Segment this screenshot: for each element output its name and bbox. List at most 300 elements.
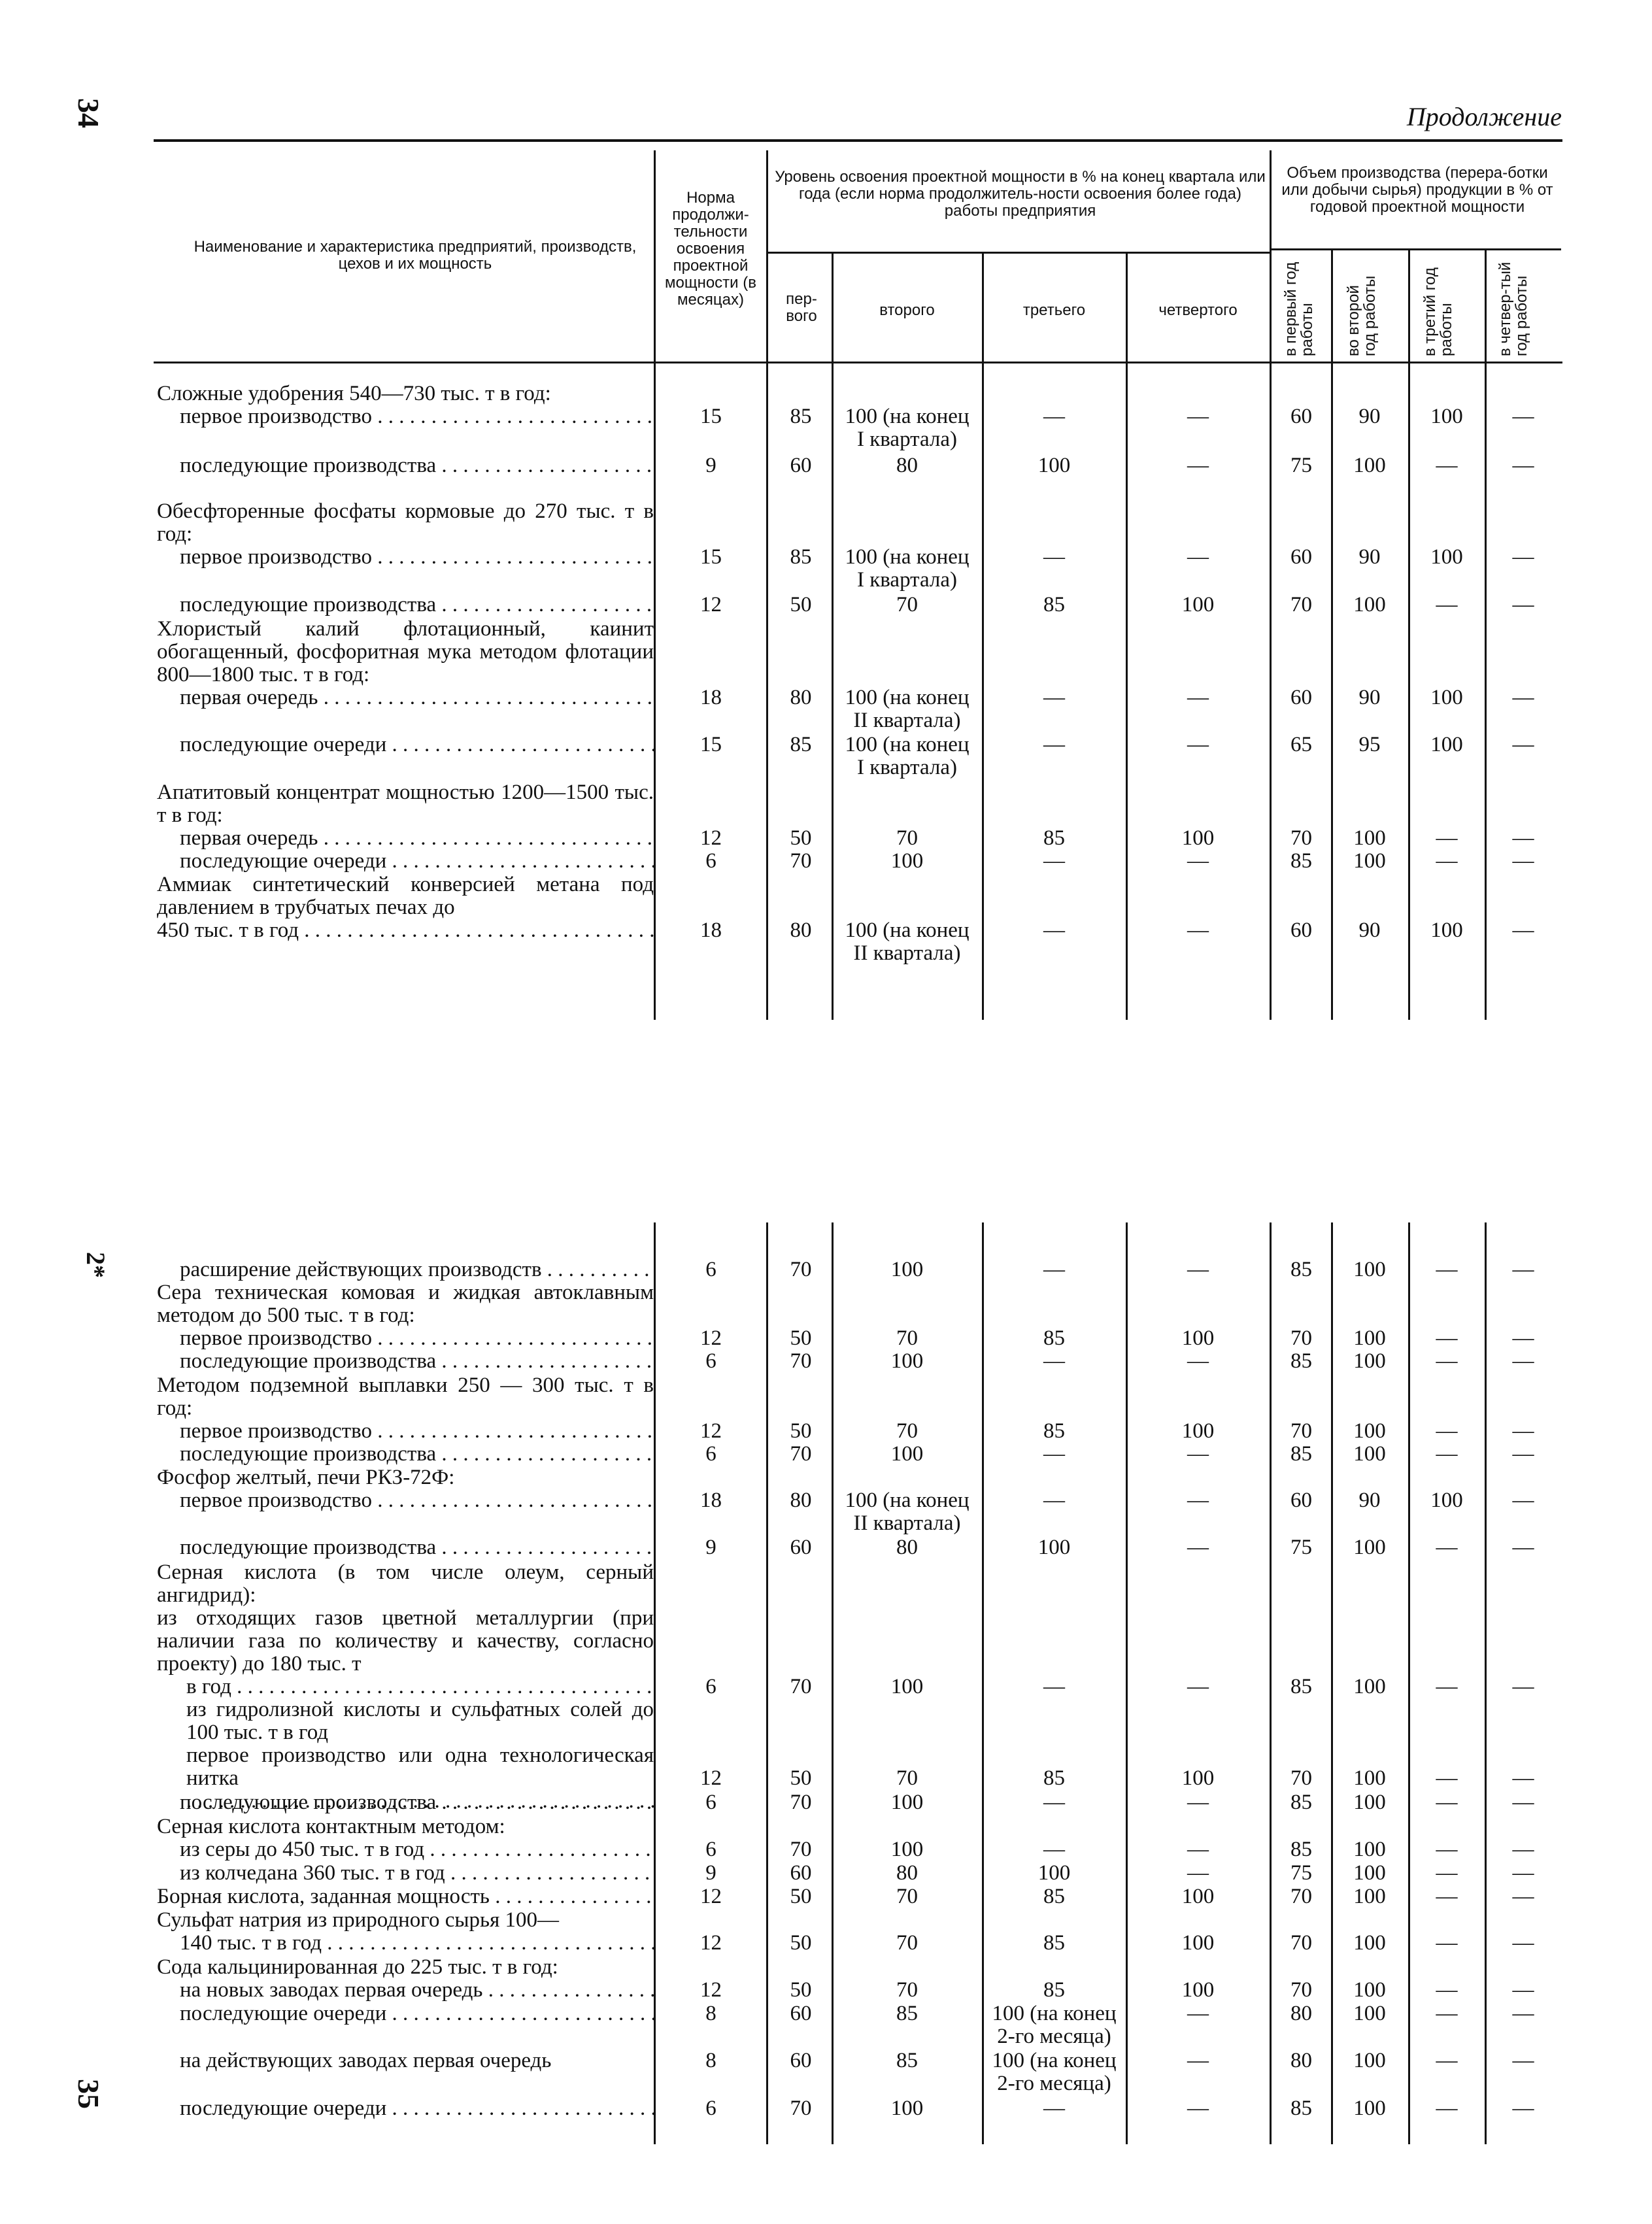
cell-norm: 15 [700, 405, 722, 428]
header-rule-volume [1270, 248, 1561, 250]
cell-q3: — [1043, 2097, 1065, 2120]
cell-norm: 6 [705, 849, 716, 873]
cell-q4: — [1187, 545, 1209, 569]
row-title: Сложные удобрения 540—730 тыс. т в год: [157, 382, 551, 405]
cell-norm: 6 [705, 1791, 716, 1814]
cell-q2: 80 [896, 1861, 918, 1885]
cell-q3: — [1043, 733, 1065, 756]
header-q2: второго [879, 301, 935, 319]
cell-q1: 60 [790, 1536, 812, 1559]
row-name: 140 тыс. т в год . . . [157, 1932, 654, 1955]
cell-q4: 100 [1181, 1326, 1215, 1350]
row-name: последующие производства . . . [180, 594, 654, 616]
cell-q4: — [1187, 1791, 1209, 1814]
cell-norm: 12 [700, 1978, 722, 2002]
cell-norm: 18 [700, 686, 722, 709]
cell-y2: 100 [1353, 2097, 1386, 2120]
row-title: Аммиак синтетический конверсией метана под давлением в трубчатых печах до [157, 873, 654, 919]
cell-q3: 85 [1043, 1419, 1065, 1443]
cell-q1: 70 [790, 1349, 812, 1373]
row-name: первое производство . . . [157, 546, 654, 569]
cell-y4: — [1512, 733, 1534, 756]
header-level-group: Уровень освоения проектной мощности в % на конец квартала или года (если норма продолжитель-ности освоения более года) работы предприятия [775, 168, 1266, 220]
cell-y2: 90 [1358, 405, 1381, 428]
cell-y3: — [1436, 2049, 1458, 2072]
cell-norm: 12 [700, 1419, 722, 1443]
row-name: последующие производства . . . [180, 454, 654, 477]
cell-q1: 50 [790, 1326, 812, 1350]
row-name: на действующих заводах первая очередь [180, 2049, 552, 2072]
cell-q4: — [1187, 1258, 1209, 1281]
cell-q3: — [1043, 1258, 1065, 1281]
cell-q4: — [1187, 454, 1209, 477]
cell-norm: 6 [705, 1838, 716, 1861]
cell-y3: — [1436, 2002, 1458, 2025]
row-name: первое производство . . . [157, 405, 654, 428]
cell-q4: — [1187, 918, 1209, 942]
cell-q1: 60 [790, 2002, 812, 2025]
cell-y3: 100 [1430, 918, 1463, 942]
cell-q4: — [1187, 686, 1209, 709]
cell-q4: — [1187, 405, 1209, 428]
cell-q2: 100 (на конец I квартала) [845, 733, 969, 779]
cell-y2: 100 [1353, 1861, 1386, 1885]
cell-q1: 50 [790, 1885, 812, 1908]
cell-y1: 60 [1290, 405, 1312, 428]
cell-q3: — [1043, 849, 1065, 873]
cell-y2: 100 [1353, 1536, 1386, 1559]
row-name: последующие производства . . . [180, 1443, 654, 1466]
cell-q4: 100 [1181, 1885, 1215, 1908]
cell-q2: 70 [896, 1766, 918, 1790]
cell-norm: 6 [705, 1258, 716, 1281]
cell-norm: 12 [700, 1326, 722, 1350]
cell-y3: — [1436, 1326, 1458, 1350]
cell-y1: 75 [1290, 1536, 1312, 1559]
header-y3: в третий год работы [1421, 267, 1455, 356]
cell-q1: 50 [790, 593, 812, 616]
row-name: первое производство . . . [157, 1327, 654, 1350]
grid-line [1408, 248, 1410, 1020]
cell-y3: — [1436, 1766, 1458, 1790]
cell-y2: 100 [1353, 1791, 1386, 1814]
row-name: первая очередь . . . [157, 686, 654, 709]
cell-y1: 75 [1290, 454, 1312, 477]
cell-norm: 12 [700, 1931, 722, 1955]
cell-y4: — [1512, 849, 1534, 873]
row-title: Сода кальцинированная до 225 тыс. т в год: [157, 1955, 558, 1979]
cell-y1: 85 [1290, 1258, 1312, 1281]
cell-q1: 70 [790, 1838, 812, 1861]
cell-y4: — [1512, 1791, 1534, 1814]
cell-q4: — [1187, 1536, 1209, 1559]
cell-y2: 100 [1353, 826, 1386, 850]
cell-y2: 100 [1353, 1675, 1386, 1698]
row-name: из серы до 450 тыс. т в год . . . [157, 1838, 654, 1861]
cell-y2: 90 [1358, 686, 1381, 709]
cell-q4: — [1187, 2002, 1209, 2025]
cell-q2: 100 [890, 849, 924, 873]
cell-y3: — [1436, 1442, 1458, 1466]
grid-line [766, 150, 768, 1020]
cell-y4: — [1512, 1258, 1534, 1281]
cell-q4: 100 [1181, 826, 1215, 850]
cell-y4: — [1512, 1885, 1534, 1908]
cell-y2: 100 [1353, 1838, 1386, 1861]
cell-q1: 70 [790, 1675, 812, 1698]
cell-q2: 85 [896, 2049, 918, 2072]
cell-y2: 100 [1353, 1326, 1386, 1350]
cell-q3: — [1043, 918, 1065, 942]
cell-y2: 100 [1353, 1885, 1386, 1908]
cell-q2: 70 [896, 1885, 918, 1908]
cell-q2: 80 [896, 1536, 918, 1559]
grid-line [654, 1222, 656, 2144]
cell-y2: 100 [1353, 1419, 1386, 1443]
cell-q3: 85 [1043, 1931, 1065, 1955]
cell-norm: 6 [705, 1675, 716, 1698]
cell-y1: 70 [1290, 1326, 1312, 1350]
cell-norm: 12 [700, 1766, 722, 1790]
header-y1: в первый год работы [1282, 261, 1316, 356]
cell-y1: 70 [1290, 826, 1312, 850]
cell-y1: 70 [1290, 1885, 1312, 1908]
cell-y1: 60 [1290, 545, 1312, 569]
cell-y1: 85 [1290, 1675, 1312, 1698]
cell-y4: — [1512, 545, 1534, 569]
cell-y2: 100 [1353, 849, 1386, 873]
row-name: на новых заводах первая очередь . . . [157, 1979, 654, 2002]
grid-line [1408, 1222, 1410, 2144]
cell-norm: 6 [705, 1349, 716, 1373]
cell-y3: — [1436, 1791, 1458, 1814]
cell-q4: — [1187, 1838, 1209, 1861]
cell-y2: 90 [1358, 918, 1381, 942]
cell-y3: — [1436, 1931, 1458, 1955]
cell-q2: 100 [890, 1675, 924, 1698]
header-y4: в четвер-тый год работы [1496, 261, 1530, 356]
cell-y3: — [1436, 1885, 1458, 1908]
cell-y3: 100 [1430, 405, 1463, 428]
row-name: последующие очереди . . . [180, 2097, 654, 2120]
cell-y1: 60 [1290, 1489, 1312, 1512]
grid-line [1485, 1222, 1487, 2144]
cell-norm: 9 [705, 1536, 716, 1559]
row-name: Борная кислота, заданная мощность . . . [157, 1885, 654, 1908]
cell-y1: 80 [1290, 2049, 1312, 2072]
cell-q4: — [1187, 1861, 1209, 1885]
cell-q4: — [1187, 1489, 1209, 1512]
cell-y4: — [1512, 2002, 1534, 2025]
header-norm-col: Норма продолжи-тельности освоения проектной мощности (в месяцах) [664, 189, 756, 309]
row-name: расширение действующих производств . . . [180, 1258, 654, 1281]
cell-norm: 18 [700, 1489, 722, 1512]
cell-y2: 100 [1353, 1442, 1386, 1466]
cell-y1: 70 [1290, 1419, 1312, 1443]
cell-y2: 100 [1353, 1766, 1386, 1790]
cell-norm: 12 [700, 593, 722, 616]
cell-y3: — [1436, 1419, 1458, 1443]
cell-y3: 100 [1430, 686, 1463, 709]
cell-q2: 70 [896, 1326, 918, 1350]
cell-y3: — [1436, 1861, 1458, 1885]
row-name: последующие очереди . . . [180, 2002, 654, 2025]
cell-q2: 100 [890, 2097, 924, 2120]
cell-q3: — [1043, 545, 1065, 569]
cell-y3: 100 [1430, 1489, 1463, 1512]
continuation-label: Продолжение [1406, 102, 1562, 131]
cell-y2: 100 [1353, 2002, 1386, 2025]
row-title: Сульфат натрия из природного сырья 100— [157, 1908, 559, 1932]
cell-q2: 70 [896, 826, 918, 850]
cell-y1: 60 [1290, 686, 1312, 709]
row-name: из колчедана 360 тыс. т в год . . . [180, 1862, 654, 1885]
cell-q3: 85 [1043, 1978, 1065, 2002]
cell-y4: — [1512, 686, 1534, 709]
cell-q3: 100 [1037, 1861, 1071, 1885]
cell-y1: 65 [1290, 733, 1312, 756]
cell-norm: 18 [700, 918, 722, 942]
grid-line [832, 252, 834, 1020]
cell-q4: — [1187, 1675, 1209, 1698]
header-name-col: Наименование и характеристика предприятий, производств, цехов и их мощность [194, 238, 637, 273]
cell-q1: 70 [790, 849, 812, 873]
row-name: последующие очереди . . . [180, 850, 654, 873]
cell-y4: — [1512, 454, 1534, 477]
cell-q2: 100 [890, 1791, 924, 1814]
cell-q1: 60 [790, 2049, 812, 2072]
grid-line [1331, 248, 1333, 1020]
cell-y3: — [1436, 2097, 1458, 2120]
cell-q1: 85 [790, 733, 812, 756]
grid-line [1270, 1222, 1272, 2144]
cell-y2: 95 [1358, 733, 1381, 756]
cell-q1: 80 [790, 1489, 812, 1512]
row-title: Серная кислота (в том числе олеум, серный ангидрид): из отходящих газов цветной металлургии (при наличии газа по количеству и качеству, согласно проекту) до 180 тыс. т [157, 1560, 654, 1676]
row-title: Апатитовый концентрат мощностью 1200—1500 тыс. т в год: [157, 781, 654, 827]
grid-line [1485, 248, 1487, 1020]
header-y2: во второй год работы [1345, 275, 1379, 356]
cell-y4: — [1512, 1766, 1534, 1790]
grid-line [1270, 150, 1272, 1020]
row-name: первое производство . . . [157, 1420, 654, 1443]
cell-y4: — [1512, 1838, 1534, 1861]
cell-q3: 85 [1043, 1885, 1065, 1908]
cell-norm: 6 [705, 2097, 716, 2120]
cell-q3: 100 [1037, 1536, 1071, 1559]
cell-q1: 85 [790, 545, 812, 569]
cell-q4: 100 [1181, 593, 1215, 616]
cell-y3: — [1436, 1838, 1458, 1861]
header-bottom-rule [154, 362, 1562, 363]
cell-y4: — [1512, 1489, 1534, 1512]
cell-q3: — [1043, 1838, 1065, 1861]
cell-q3: 100 [1037, 454, 1071, 477]
row-title: Обесфторенные фосфаты кормовые до 270 тыс. т в год: [157, 499, 654, 546]
grid-line [766, 1222, 768, 2144]
cell-y3: — [1436, 1258, 1458, 1281]
row-name: последующие очереди . . . [180, 733, 654, 756]
cell-norm: 12 [700, 1885, 722, 1908]
cell-y4: — [1512, 1675, 1534, 1698]
row-title: Фосфор желтый, печи РКЗ-72Ф: [157, 1466, 455, 1489]
cell-y2: 100 [1353, 1978, 1386, 2002]
cell-y1: 70 [1290, 1766, 1312, 1790]
header-q4: четвертого [1158, 301, 1238, 319]
row-name: первая очередь . . . [157, 827, 654, 850]
cell-q4: — [1187, 1349, 1209, 1373]
cell-q2: 80 [896, 454, 918, 477]
cell-y1: 70 [1290, 1931, 1312, 1955]
cell-q1: 70 [790, 1442, 812, 1466]
cell-q3: — [1043, 405, 1065, 428]
row-name: первое производство . . . [157, 1489, 654, 1512]
cell-y1: 70 [1290, 1978, 1312, 2002]
cell-norm: 12 [700, 826, 722, 850]
header-rule-level [766, 252, 1270, 254]
page-number-bottom: 35 [72, 2079, 105, 2109]
cell-y3: — [1436, 1978, 1458, 2002]
cell-q2: 70 [896, 1931, 918, 1955]
cell-q1: 50 [790, 1766, 812, 1790]
row-title: Серная кислота контактным методом: [157, 1815, 505, 1838]
cell-q1: 85 [790, 405, 812, 428]
row-title: Методом подземной выплавки 250 — 300 тыс. т в год: [157, 1373, 654, 1420]
cell-q1: 70 [790, 1791, 812, 1814]
cell-y2: 100 [1353, 593, 1386, 616]
cell-q2: 100 [890, 1442, 924, 1466]
cell-q3: 100 (на конец 2-го месяца) [992, 2002, 1117, 2048]
cell-y2: 90 [1358, 545, 1381, 569]
cell-q2: 85 [896, 2002, 918, 2025]
cell-q4: — [1187, 2097, 1209, 2120]
cell-q3: — [1043, 1489, 1065, 1512]
cell-y4: — [1512, 1349, 1534, 1373]
cell-y3: — [1436, 1349, 1458, 1373]
row-name: последующие производства . . . [180, 1350, 654, 1373]
cell-norm: 8 [705, 2049, 716, 2072]
cell-q3: — [1043, 686, 1065, 709]
cell-q3: 85 [1043, 826, 1065, 850]
cell-q4: 100 [1181, 1931, 1215, 1955]
cell-y3: — [1436, 1536, 1458, 1559]
row-name: последующие производства . . . [180, 1536, 654, 1559]
cell-q4: — [1187, 849, 1209, 873]
cell-y2: 100 [1353, 454, 1386, 477]
cell-q1: 60 [790, 454, 812, 477]
cell-q2: 70 [896, 1419, 918, 1443]
cell-y4: — [1512, 1419, 1534, 1443]
cell-q4: 100 [1181, 1766, 1215, 1790]
cell-y3: — [1436, 849, 1458, 873]
cell-y4: — [1512, 405, 1534, 428]
cell-q2: 100 (на конец I квартала) [845, 545, 969, 592]
cell-y1: 60 [1290, 918, 1312, 942]
cell-y4: — [1512, 1931, 1534, 1955]
cell-norm: 9 [705, 1861, 716, 1885]
grid-line [1126, 252, 1128, 1020]
cell-q1: 50 [790, 1978, 812, 2002]
cell-q1: 80 [790, 918, 812, 942]
cell-q1: 70 [790, 1258, 812, 1281]
cell-norm: 6 [705, 1442, 716, 1466]
row-name: в год . . . [157, 1676, 654, 1698]
cell-y1: 85 [1290, 2097, 1312, 2120]
cell-q4: — [1187, 1442, 1209, 1466]
cell-q1: 60 [790, 1861, 812, 1885]
cell-q2: 70 [896, 593, 918, 616]
cell-y1: 80 [1290, 2002, 1312, 2025]
cell-q2: 100 [890, 1838, 924, 1861]
grid-line [1331, 1222, 1333, 2144]
cell-y3: — [1436, 454, 1458, 477]
row-title: из гидролизной кислоты и сульфатных солей до 100 тыс. т в год первое производство или одна технологическая нитка [186, 1698, 654, 1790]
cell-q2: 100 (на конец I квартала) [845, 405, 969, 451]
row-title: Сера техническая комовая и жидкая автоклавным методом до 500 тыс. т в год: [157, 1281, 654, 1327]
cell-q1: 70 [790, 2097, 812, 2120]
header-q3: третьего [1022, 301, 1086, 319]
cell-y3: 100 [1430, 733, 1463, 756]
cell-q1: 50 [790, 1931, 812, 1955]
cell-q3: 85 [1043, 593, 1065, 616]
cell-y4: — [1512, 918, 1534, 942]
cell-q2: 100 (на конец II квартала) [845, 918, 969, 965]
grid-line [654, 150, 656, 1020]
cell-q3: — [1043, 1349, 1065, 1373]
grid-line [982, 252, 984, 1020]
cell-q2: 100 [890, 1349, 924, 1373]
cell-q3: — [1043, 1442, 1065, 1466]
cell-q3: 85 [1043, 1326, 1065, 1350]
cell-q1: 50 [790, 826, 812, 850]
cell-y3: — [1436, 593, 1458, 616]
cell-y1: 85 [1290, 849, 1312, 873]
cell-norm: 9 [705, 454, 716, 477]
cell-y4: — [1512, 1442, 1534, 1466]
cell-q3: — [1043, 1791, 1065, 1814]
cell-y2: 90 [1358, 1489, 1381, 1512]
page-number-top: 34 [72, 98, 105, 128]
row-title: Хлористый калий флотационный, каинит обогащенный, фосфоритная мука методом флотации 800—1800 тыс. т в год: [157, 617, 654, 686]
cell-y4: — [1512, 1326, 1534, 1350]
top-rule [154, 139, 1562, 142]
cell-y4: — [1512, 1978, 1534, 2002]
cell-y3: — [1436, 1675, 1458, 1698]
cell-y1: 85 [1290, 1838, 1312, 1861]
header-q1: пер-вого [786, 290, 817, 325]
row-name: 450 тыс. т в год . . . [157, 919, 654, 942]
cell-q3: 100 (на конец 2-го месяца) [992, 2049, 1117, 2095]
cell-y1: 85 [1290, 1442, 1312, 1466]
signature-mark: 2* [81, 1252, 110, 1278]
cell-y3: — [1436, 826, 1458, 850]
cell-y4: — [1512, 2049, 1534, 2072]
row-name: последующие производства . . . [180, 1791, 654, 1814]
cell-y4: — [1512, 593, 1534, 616]
cell-norm: 15 [700, 733, 722, 756]
cell-q1: 50 [790, 1419, 812, 1443]
cell-y1: 70 [1290, 593, 1312, 616]
cell-norm: 15 [700, 545, 722, 569]
cell-q1: 80 [790, 686, 812, 709]
cell-y4: — [1512, 826, 1534, 850]
cell-q2: 70 [896, 1978, 918, 2002]
cell-y1: 75 [1290, 1861, 1312, 1885]
cell-y1: 85 [1290, 1349, 1312, 1373]
cell-y4: — [1512, 2097, 1534, 2120]
cell-y2: 100 [1353, 1931, 1386, 1955]
cell-q3: — [1043, 1675, 1065, 1698]
